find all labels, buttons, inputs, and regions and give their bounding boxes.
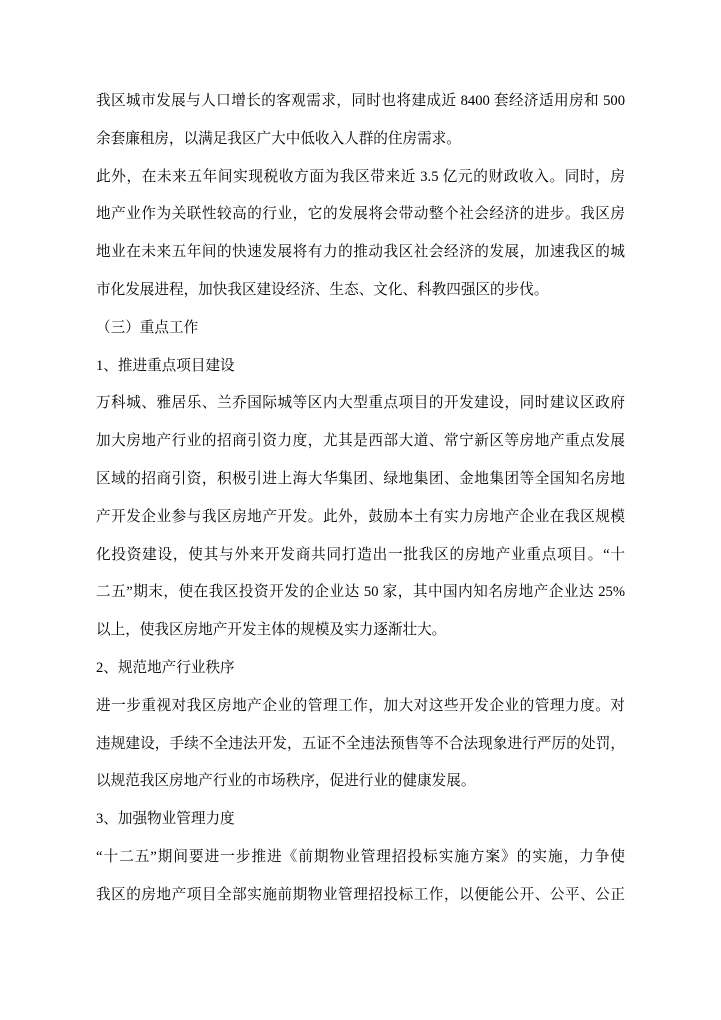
text-line: 2、规范地产行业秩序 xyxy=(96,659,235,676)
text-line: （三）重点工作 xyxy=(96,319,199,336)
text-line: 余套廉租房，以满足我区广大中低收入人群的住房需求。 xyxy=(96,130,461,147)
text-line: 地业在未来五年间的快速发展将有力的推动我区社会经济的发展，加速我区的城 xyxy=(96,244,625,261)
text-line: 进一步重视对我区房地产企业的管理工作，加大对这些开发企业的管理力度。对 xyxy=(96,697,625,714)
text-line: 我区的房地产项目全部实施前期物业管理招投标工作，以便能公开、公平、公正 xyxy=(96,886,625,903)
text-line: 万科城、雅居乐、兰乔国际城等区内大型重点项目的开发建设，同时建议区政府 xyxy=(96,395,625,412)
text-line: 违规建设，手续不全违法开发，五证不全违法预售等不合法现象进行严厉的处罚， xyxy=(96,735,625,752)
text-line: 此外，在未来五年间实现税收方面为我区带来近 3.5 亿元的财政收入。同时，房 xyxy=(96,168,625,185)
text-line: 以上，使我区房地产开发主体的规模及实力逐渐壮大。 xyxy=(96,622,447,639)
text-line: 二五”期末，使在我区投资开发的企业达 50 家，其中国内知名房地产企业达 25% xyxy=(96,584,625,601)
text-line: 以规范我区房地产行业的市场秩序，促进行业的健康发展。 xyxy=(96,773,476,790)
text-line: 产开发企业参与我区房地产开发。此外，鼓励本土有实力房地产企业在我区规模 xyxy=(96,508,625,525)
text-line: 3、加强物业管理力度 xyxy=(96,811,235,828)
text-line: 我区城市发展与人口增长的客观需求，同时也将建成近 8400 套经济适用房和 500 xyxy=(96,93,625,109)
document-body xyxy=(96,83,625,915)
text-line: “十二五”期间要进一步推进《前期物业管理招投标实施方案》的实施，力争使 xyxy=(96,848,625,865)
text-line: 加大房地产行业的招商引资力度，尤其是西部大道、常宁新区等房地产重点发展 xyxy=(96,433,625,450)
text-line: 市化发展进程，加快我区建设经济、生态、文化、科教四强区的步伐。 xyxy=(96,281,549,298)
text-line: 地产业作为关联性较高的行业，它的发展将会带动整个社会经济的进步。我区房 xyxy=(96,206,625,223)
text-line: 1、推进重点项目建设 xyxy=(96,357,235,374)
text-line: 化投资建设，使其与外来开发商共同打造出一批我区的房地产业重点项目。“十 xyxy=(96,546,625,563)
text-line: 区域的招商引资，积极引进上海大华集团、绿地集团、金地集团等全国知名房地 xyxy=(96,470,625,487)
